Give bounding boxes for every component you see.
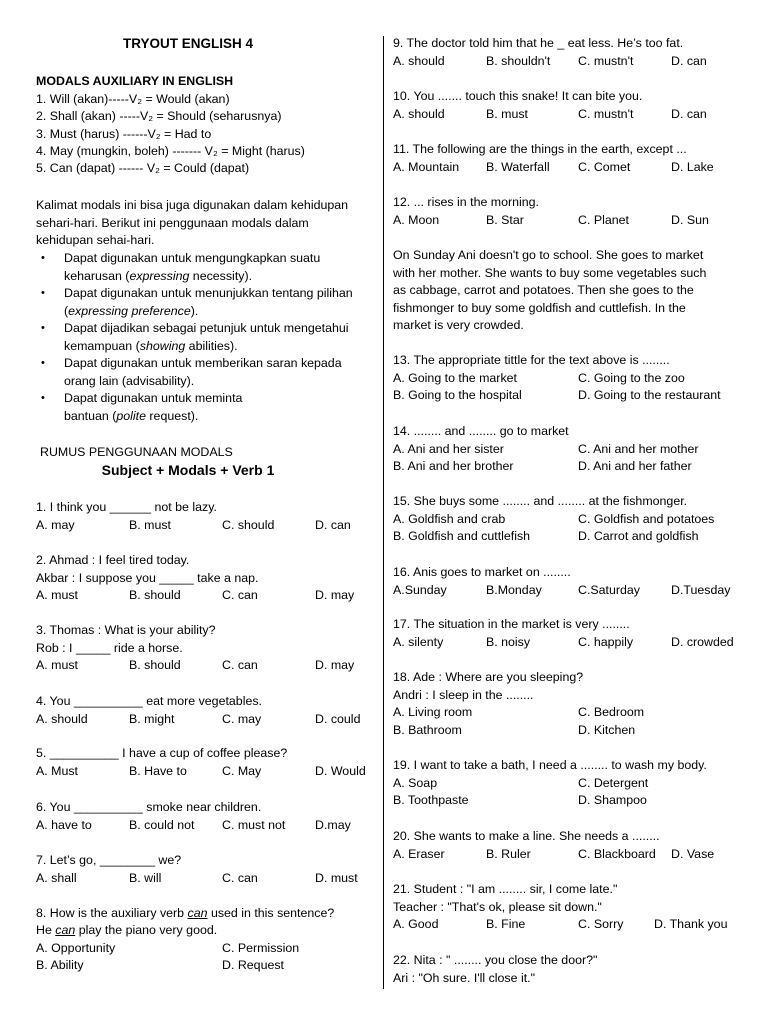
bullet-icon: • [41,322,45,334]
question-text: 22. Nita : " ........ you close the door?" [393,953,598,967]
question-text: 3. Thomas : What is your ability? [36,623,216,637]
answer-option: C. Sorry [578,917,624,931]
modals-list-item: 1. Will (akan)-----V₂ = Would (akan) [36,92,230,106]
answer-option: C. Going to the zoo [578,370,685,385]
answer-option: D. Going to the restaurant [578,388,721,402]
answer-option: A. must [36,658,78,672]
answer-option: A. Must [36,763,78,778]
answer-option: A. shall [36,870,77,885]
bullet-line: Dapat digunakan untuk mengungkapkan suatu [64,251,321,265]
bullet-line: Dapat dijadikan sebagai petunjuk untuk mengetahui [64,321,349,335]
answer-option: A. Opportunity [36,941,116,955]
answer-option: D.may [315,817,351,832]
bullet-line [64,339,238,354]
answer-option: A. Mountain [393,159,460,174]
answer-option: D. Thank you [654,917,728,931]
question-text: 7. Let’s go, ________ we? [36,853,182,867]
answer-option: D. can [671,106,707,121]
bullet-line [64,374,194,389]
question-text: 11. The following are the things in the earth, except ... [393,142,687,156]
answer-option: B. should [129,658,181,672]
question-text-text: 8. How is the auxiliary verb [36,906,188,920]
intro-line: kehidupan sehai-hari. [36,233,155,247]
answer-option: A. must [36,588,78,602]
answer-option: B. Bathroom [393,722,462,737]
bullet-icon: • [41,287,45,299]
modals-list-item: 4. May (mungkin, boleh) ------- V₂ = Might (harus) [36,143,305,158]
answer-option: A. Good [393,917,439,931]
answer-option: A. Soap [393,775,438,790]
answer-option: C. happily [578,634,634,649]
bullet-icon: • [41,252,45,264]
answer-option: B. must [129,517,171,532]
bullet-line-text: ( [64,303,69,318]
passage-line: fishmonger to buy some goldfish and cuttlefish. In the [393,300,686,315]
question-text: 19. I want to take a bath, I need a ........ to wash my body. [393,758,707,772]
question-text-text-end: used in this sentence? [207,906,335,920]
answer-option: D. can [671,53,707,68]
passage-line: with her mother. She wants to buy some vegetables such [393,265,707,280]
question-text: 15. She buys some ........ and ........ at the fishmonger. [393,494,688,508]
answer-option: C. should [222,517,275,532]
answer-option: D. can [315,517,351,532]
bullet-line-emphasis: polite [116,408,146,423]
bullet-line-text-end: ). [190,303,199,318]
answer-option: D. could [315,711,361,726]
bullet-line-text: keharusan ( [64,268,130,283]
question-text: 21. Student : "I am ........ sir, I come late." [393,882,618,896]
question-text [36,906,334,921]
answer-option: D. may [315,658,355,672]
question-text: 6. You __________ smoke near children. [36,800,262,814]
bullet-line-text-end: abilities). [185,338,238,353]
answer-option: D. Vase [671,846,715,861]
intro-line: Kalimat modals ini bisa juga digunakan dalam kehidupan [36,198,349,212]
passage-line: as cabbage, carrot and potatoes. Then she goes to the [393,283,694,297]
answer-option: C. can [222,588,258,602]
answer-option: B. could not [129,817,195,832]
formula-heading: Subject + Modals + Verb 1 [101,462,275,478]
answer-option: C. Planet [578,212,629,227]
answer-option: B. Ani and her brother [393,459,514,473]
answer-option: D. Shampoo [578,793,647,807]
question-text: 20. She wants to make a line. She needs a ........ [393,829,660,843]
answer-option: D. Carrot and goldfish [578,529,699,543]
question-text: 13. The appropriate tittle for the text above is ........ [393,353,670,367]
bullet-icon: • [41,392,45,404]
answer-option: C. mustn't [578,53,634,68]
bullet-line-text: kemampuan ( [64,338,140,353]
answer-option: B. Fine [486,917,526,931]
answer-option: D.Tuesday [671,582,731,597]
answer-option: C. may [222,711,262,726]
bullet-line [64,269,252,284]
answer-option: A. Eraser [393,846,445,861]
answer-option: C. can [222,870,258,885]
answer-option: C. Bedroom [578,705,645,719]
answer-option: B. Star [486,212,524,227]
passage-line: market is very crowded. [393,318,524,332]
question-text: 1. I think you ______ not be lazy. [36,500,217,514]
answer-option: C. Comet [578,159,631,174]
answer-option: A. have to [36,817,92,832]
question-text [36,923,217,938]
bullet-line-text-end: request). [145,408,199,423]
answer-option: B. Have to [129,763,187,778]
question-text: 10. You ....... touch this snake! It can bite you. [393,89,643,103]
modals-list-item: 3. Must (harus) ------V₂ = Had to [36,126,212,141]
answer-option: C.Saturday [578,582,640,597]
question-text-emphasis: can [55,923,76,937]
bullet-line: Dapat digunakan untuk meminta [64,391,243,405]
question-text: 2. Ahmad : I feel tired today. [36,553,190,567]
question-text-text-end: play the piano very good. [75,923,218,937]
answer-option: D. Sun [671,212,709,227]
answer-option: B. might [129,711,175,726]
modals-list-item: 2. Shall (akan) -----V₂ = Should (seharusnya) [36,109,282,124]
answer-option: A. Ani and her sister [393,441,504,456]
passage-line: On Sunday Ani doesn't go to school. She goes to market [393,248,704,262]
answer-option: A. Living room [393,705,473,719]
answer-option: B. Ability [36,958,84,972]
bullet-line-text: bantuan ( [64,408,117,423]
answer-option: A. should [393,106,445,121]
answer-option: A. Going to the market [393,370,517,385]
question-text: Rob : I _____ ride a horse. [36,640,183,655]
answer-option: B. shouldn't [486,53,551,68]
answer-option: D. crowded [671,634,734,649]
bullet-line-emphasis: showing [139,338,186,353]
intro-line: sehari-hari. Berikut ini penggunaan modals dalam [36,215,309,230]
answer-option: A. should [36,711,88,726]
answer-option: D. Would [315,763,366,778]
answer-option: B. Waterfall [486,159,550,174]
answer-option: D. may [315,588,355,602]
answer-option: A. should [393,53,445,68]
modals-list-item: 5. Can (dapat) ------ V₂ = Could (dapat) [36,161,250,176]
answer-option: D. Ani and her father [578,459,692,473]
answer-option: C. Blackboard [578,846,656,861]
answer-option: C. Detergent [578,775,649,790]
question-text: 17. The situation in the market is very ........ [393,617,630,631]
answer-option: C. May [222,763,262,778]
answer-option: B. will [129,870,162,885]
bullet-line-text-end: necessity). [189,268,253,283]
answer-option: C. must not [222,817,286,832]
question-text: 18. Ade : Where are you sleeping? [393,670,584,684]
answer-option: D. Request [222,958,284,972]
modals-heading: MODALS AUXILIARY IN ENGLISH [36,74,234,88]
bullet-line [64,304,198,319]
bullet-icon: • [41,357,45,369]
answer-option: B. must [486,106,528,121]
answer-option: A. Goldfish and crab [393,511,506,526]
question-text-emphasis: can [187,906,208,920]
answer-option: C. Permission [222,941,300,955]
answer-option: C. Goldfish and potatoes [578,511,715,526]
answer-option: A. Moon [393,212,440,227]
question-text: 16. Anis goes to market on ........ [393,565,571,579]
question-text: 12. ... rises in the morning. [393,195,540,209]
answer-option: B. Toothpaste [393,793,469,807]
bullet-line [64,409,198,424]
question-text: Teacher : "That's ok, please sit down." [393,899,602,914]
bullet-line: Dapat digunakan untuk menunjukkan tentang pilihan [64,286,353,300]
question-text: Akbar : I suppose you _____ take a nap. [36,570,259,585]
answer-option: B. Ruler [486,846,531,861]
question-text: 9. The doctor told him that he _ eat less. He’s too fat. [393,36,684,50]
question-text: 5. __________ I have a cup of coffee please? [36,746,288,760]
answer-option: C. can [222,658,258,672]
answer-option: D. Lake [671,159,714,174]
bullet-line-text: orang lain (advisability). [64,373,195,388]
bullet-line-emphasis: expressing preference [68,303,191,318]
bullet-line-emphasis: expressing [129,268,190,283]
answer-option: A. may [36,517,75,532]
column-divider [383,36,384,989]
question-text-text: He [36,923,56,937]
answer-option: D. must [315,870,358,885]
answer-option: C. mustn't [578,106,634,121]
answer-option: A. silenty [393,634,444,649]
answer-option: B. noisy [486,634,531,649]
answer-option: C. Ani and her mother [578,441,699,456]
answer-option: B. Goldfish and cuttlefish [393,529,531,543]
rumus-heading: RUMUS PENGGUNAAN MODALS [40,445,233,459]
page-title: TRYOUT ENGLISH 4 [122,36,253,51]
answer-option: B. should [129,588,181,602]
answer-option: B. Going to the hospital [393,388,522,402]
answer-option: A.Sunday [393,582,447,597]
question-text: 4. You __________ eat more vegetables. [36,694,262,708]
answer-option: D. Kitchen [578,722,636,737]
question-text: Andri : I sleep in the ........ [393,687,534,702]
question-text: 14. ........ and ........ go to market [393,424,569,438]
answer-option: B.Monday [486,582,542,597]
bullet-line: Dapat digunakan untuk memberikan saran kepada [64,356,342,370]
question-text: Ari : "Oh sure. I'll close it." [393,970,535,985]
